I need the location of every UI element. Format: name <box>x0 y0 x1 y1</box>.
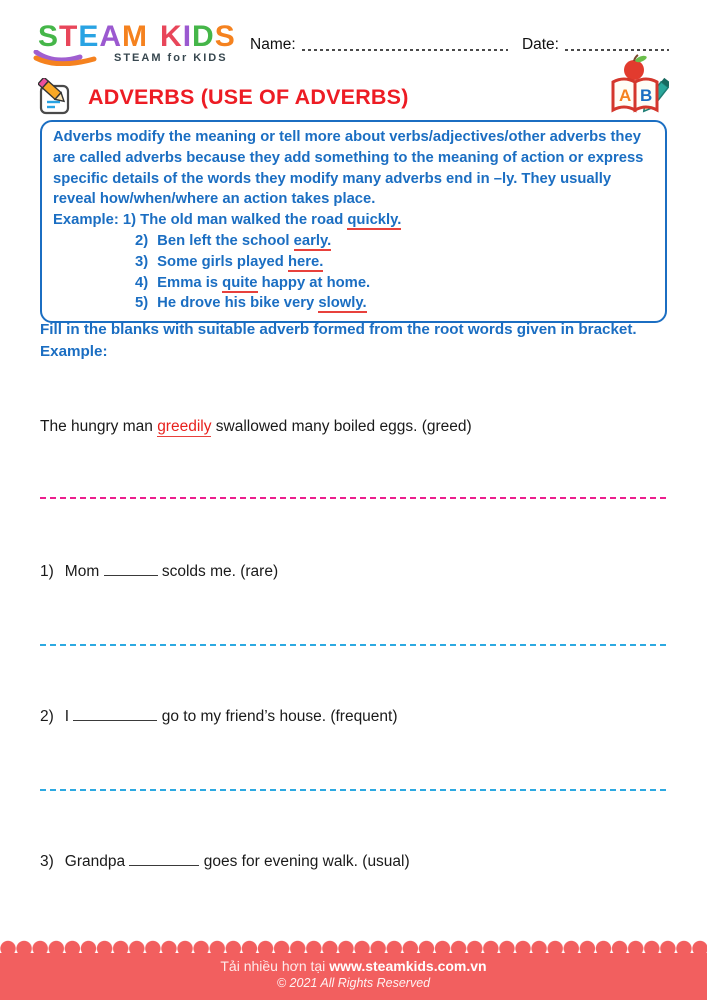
date-label: Date: <box>521 36 559 53</box>
example-adverb: early. <box>293 232 332 249</box>
example-row <box>135 273 654 294</box>
logo-word-steam: STEAM <box>38 20 149 53</box>
separator-dashed-blue <box>40 644 667 646</box>
name-label: Name: <box>250 36 296 53</box>
answer-blank <box>129 852 199 866</box>
title-row <box>38 78 409 116</box>
name-blank-line <box>302 49 508 51</box>
question-row-3 <box>40 852 410 871</box>
example-sentence-post: swallowed many boiled eggs. (greed) <box>211 418 472 435</box>
instructions-text: Fill in the blanks with suitable adverb formed from the root words given in bracket. <box>40 321 637 338</box>
footer-more-text: Tải nhiều hơn tại <box>220 958 330 974</box>
example-number: 5) <box>135 295 149 312</box>
definition-paragraph: Adverbs modify the meaning or tell more about verbs/adjectives/other adverbs they are called adverbs because they add something to the meaning of action or express specific details of the words they modify many adverbs end in –ly. They usually reveal how/when/where an action takes place. <box>53 129 644 208</box>
example-row <box>135 252 654 273</box>
example-row <box>135 293 654 314</box>
example-post: happy at home. <box>257 274 371 291</box>
example-sentence <box>40 418 472 436</box>
question-number: 1) <box>40 563 54 580</box>
example-pre: Ben left the school <box>157 232 294 249</box>
instructions <box>40 319 648 362</box>
example-number: 3) <box>135 253 149 270</box>
svg-text:A: A <box>619 86 632 105</box>
name-date-row <box>250 36 669 54</box>
book-apple-icon <box>605 54 669 122</box>
question-number: 2) <box>40 708 54 725</box>
page-title: ADVERBS (USE OF ADVERBS) <box>88 84 409 109</box>
question-pre: I <box>64 708 74 725</box>
question-post: scolds me. (rare) <box>157 563 279 580</box>
pencil-paper-icon <box>38 78 78 116</box>
logo-swoosh-icon <box>32 50 112 66</box>
logo-word-kids: KIDS <box>160 20 236 53</box>
example-adverb: slowly. <box>318 295 367 312</box>
example-sentence-answer: greedily <box>157 418 212 435</box>
svg-text:B: B <box>640 86 653 105</box>
example-pre: Emma is <box>157 274 223 291</box>
question-pre: Grandpa <box>64 853 130 870</box>
example-sentence-pre: The hungry man <box>40 418 158 435</box>
separator-dashed-pink <box>40 497 667 499</box>
question-post: goes for evening walk. (usual) <box>199 853 410 870</box>
example-intro-text: Example: 1) The old man walked the road <box>53 212 348 229</box>
example-intro-word: quickly. <box>347 212 402 229</box>
example-adverb: quite <box>222 274 258 291</box>
separator-dashed-blue <box>40 789 667 791</box>
footer-scallop-edge <box>0 939 707 954</box>
question-post: go to my friend’s house. (frequent) <box>157 708 398 725</box>
answer-blank <box>104 562 158 576</box>
instructions-example-label: Example: <box>40 342 108 360</box>
example-adverb: here. <box>287 253 324 270</box>
date-blank-line <box>565 49 669 51</box>
example-number: 2) <box>135 232 149 249</box>
example-pre: He drove his bike very <box>157 295 319 312</box>
answer-blank <box>73 707 157 721</box>
example-row <box>135 231 654 252</box>
footer-website-link[interactable]: www.steamkids.com.vn <box>329 958 487 974</box>
logo-wordmark <box>38 22 236 52</box>
footer-line1 <box>0 953 707 974</box>
footer-copyright: © 2021 All Rights Reserved <box>276 976 431 990</box>
example-intro-row <box>53 210 654 231</box>
question-pre: Mom <box>64 563 104 580</box>
definition-box <box>40 120 667 323</box>
question-row-2 <box>40 707 398 726</box>
question-number: 3) <box>40 853 54 870</box>
steamkids-logo <box>38 22 236 66</box>
example-pre: Some girls played <box>157 253 288 270</box>
example-number: 4) <box>135 274 149 291</box>
logo-tagline: STEAM for KIDS <box>114 52 228 64</box>
footer <box>0 953 707 1000</box>
question-row-1 <box>40 562 278 581</box>
